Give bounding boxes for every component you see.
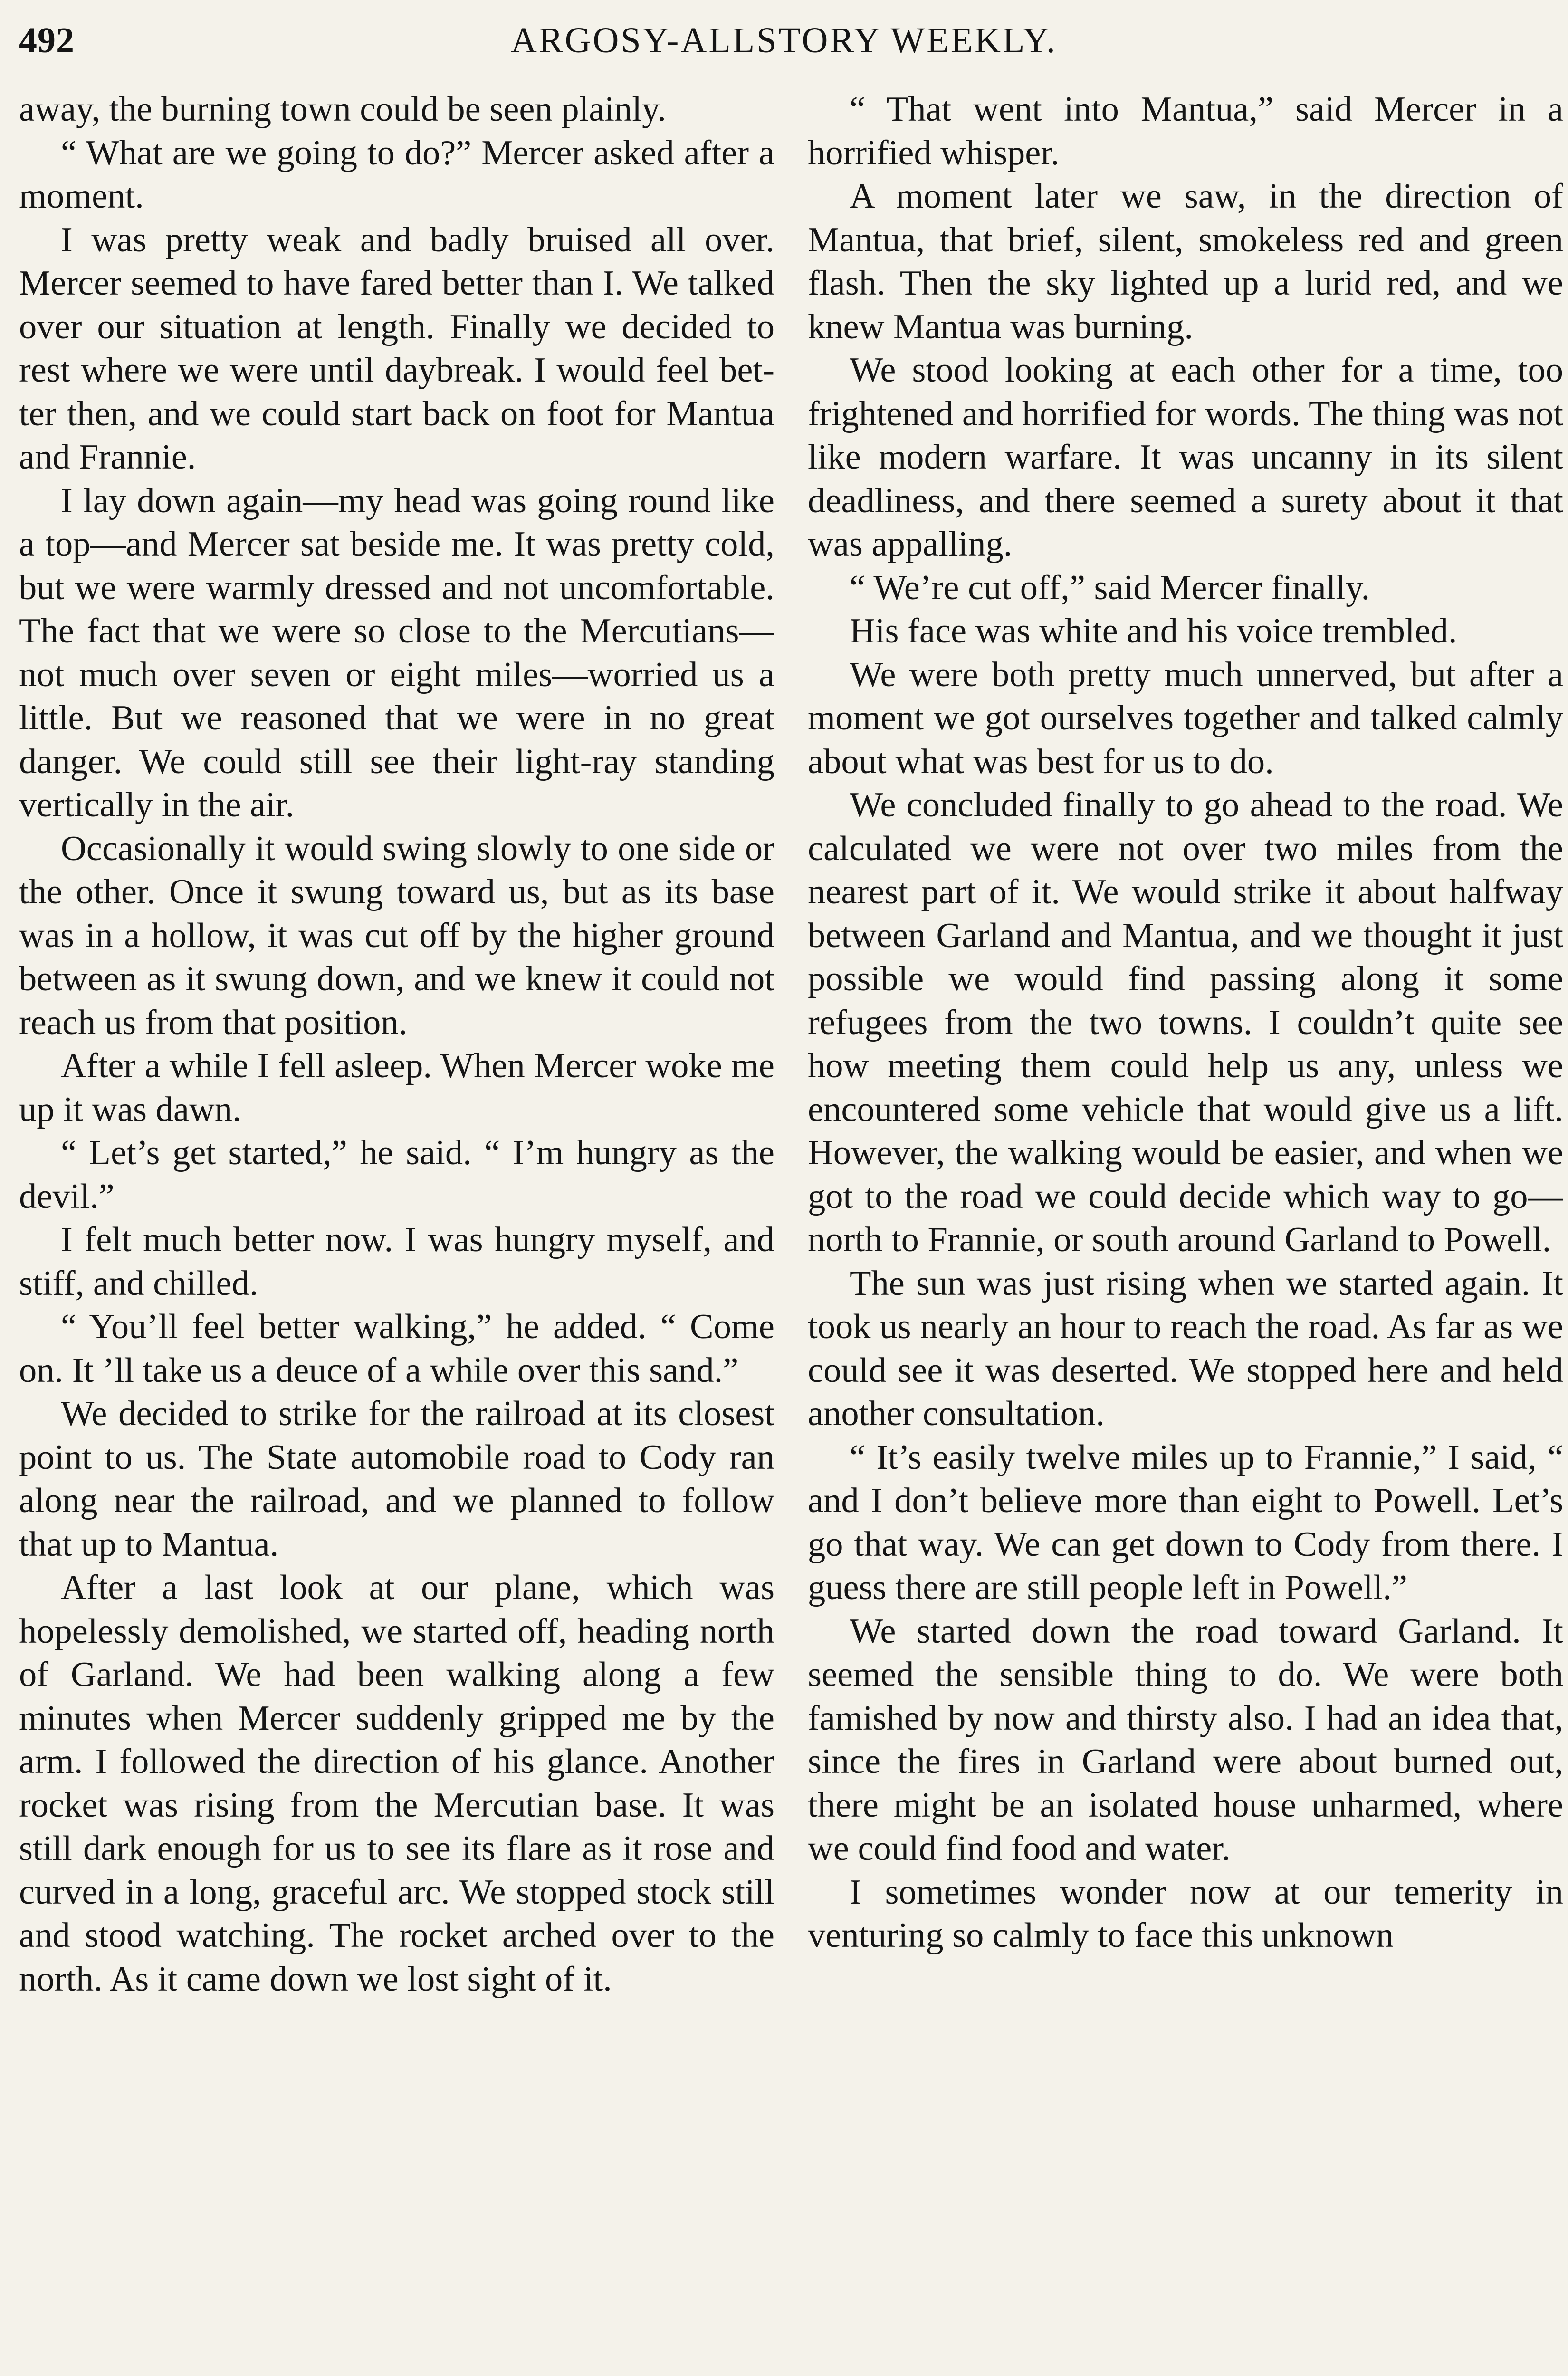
paragraph: After a while I fell asleep. When Mercer woke me up it was dawn. bbox=[19, 1046, 774, 1129]
paragraph: A moment later we saw, in the direction of Mantua, that brief, silent, smokeless red and green flash. Then the sky lighted up a lurid red, and we knew Mantua was burning. bbox=[808, 177, 1563, 346]
page-number: 492 bbox=[19, 20, 75, 60]
paragraph: “ You’ll feel better walking,” he added. “ Come on. It ’ll take us a deuce of a while over this sand.” bbox=[19, 1307, 774, 1390]
paragraph: We concluded finally to go ahead to the road. We calculated we were not over two miles from the nearest part of it. We would strike it about halfway between Garland and Mantua, and we thought it just possible we would find passing along it some refugees from the two towns. I couldn’t quite see how meeting them could help us any, unless we encountered some vehicle that would give us a lift. However, the walking would be easier, and when we got to the road we could decide which way to go—north to Frannie, or south around Garland to Powell. bbox=[808, 786, 1563, 1259]
paragraph: “ What are we going to do?” Mercer asked after a moment. bbox=[19, 133, 774, 216]
paragraph: We stood looking at each other for a time, too frightened and horrified for words. The thing was not like modern warfare. It was uncanny in its silent deadliness, and there seemed a surety about it that was appalling. bbox=[808, 351, 1563, 564]
paragraph: We started down the road toward Garland. It seemed the sensible thing to do. We were both famished by now and thirsty also. I had an idea that, since the fires in Garland were about burned out, there might be an isolated house unharmed, where we could find food and water. bbox=[808, 1611, 1563, 1868]
paragraph: “ We’re cut off,” said Mercer finally. bbox=[850, 568, 1370, 607]
left-column bbox=[19, 88, 774, 2376]
paragraph: “ That went into Mantua,” said Mercer in a horrified whisper. bbox=[808, 90, 1563, 172]
paragraph: We decided to strike for the railroad at its closest point to us. The State automobile road to Cody ran along near the railroad, and we planned to follow that up to Mantua. bbox=[19, 1394, 774, 1564]
paragraph: I felt much better now. I was hungry myself, and stiff, and chilled. bbox=[19, 1220, 774, 1303]
paragraph: The sun was just rising when we started again. It took us nearly an hour to reach the road. As far as we could see it was deserted. We stopped here and held another consultation. bbox=[808, 1264, 1563, 1433]
running-title: ARGOSY-ALLSTORY WEEKLY. bbox=[511, 20, 1057, 60]
paragraph: We were both pretty much unnerved, but after a moment we got ourselves together and talked calmly about what was best for us to do. bbox=[808, 655, 1563, 781]
paragraph: I sometimes wonder now at our temerity in venturing so calmly to face this unknown bbox=[808, 1872, 1563, 1955]
paragraph: “ It’s easily twelve miles up to Frannie,” I said, “ and I don’t believe more than eight to Powell. Let’s go that way. We can get down to Cody from there. I guess there are still people left in Powell.” bbox=[808, 1437, 1563, 1607]
paragraph: I lay down again—my head was going round like a top—and Mercer sat beside me. It was pretty cold, but we were warmly dressed and not uncomfortable. The fact that we were so close to the Mercutians—not much over seven or eight miles—worried us a little. But we reasoned that we were in no great danger. We could still see their light-ray standing vertically in the air. bbox=[19, 481, 774, 824]
paragraph: His face was white and his voice trembled. bbox=[850, 612, 1457, 651]
paragraph: Occasionally it would swing slowly to one side or the other. Once it swung toward us, but as its base was in a hollow, it was cut off by the higher ground between as it swung down, and we knew it could not reach us from that position. bbox=[19, 829, 774, 1042]
paragraph: “ Let’s get started,” he said. “ I’m hungry as the devil.” bbox=[19, 1133, 774, 1216]
paragraph: I was pretty weak and badly bruised all over. Mercer seemed to have fared better than I. We talked over our situation at length. Finally we decided to rest where we were until daybreak. I would feel better then, and we could start back on foot for Mantua and Frannie. bbox=[19, 220, 774, 477]
paragraph: away, the burning town could be seen plainly. bbox=[19, 90, 667, 129]
right-column bbox=[808, 88, 1563, 2376]
page-header bbox=[19, 10, 1549, 76]
paragraph: After a last look at our plane, which was hopelessly demolished, we started off, heading north of Garland. We had been walking along a few minutes when Mercer suddenly gripped me by the arm. I followed the direction of his glance. Another rocket was rising from the Mercutian base. It was still dark enough for us to see its flare as it rose and curved in a long, graceful arc. We stopped stock still and stood watching. The rocket arched over to the north. As it came down we lost sight of it. bbox=[19, 1568, 774, 1999]
